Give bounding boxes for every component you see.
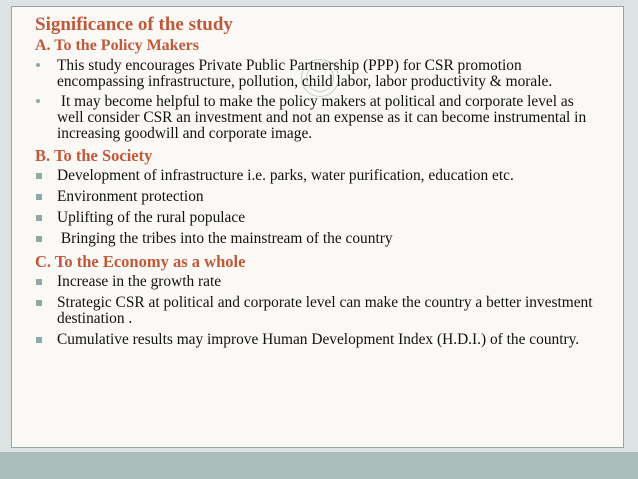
slide-content <box>35 14 595 353</box>
society-list <box>35 168 595 247</box>
section-heading-society: B. To the Society <box>35 146 153 165</box>
bottom-band <box>0 452 638 479</box>
section-heading-economy: C. To the Economy as a whole <box>35 252 246 271</box>
bullet-square-icon <box>36 337 42 343</box>
list-item <box>35 274 595 290</box>
list-item-text: Increase in the growth rate <box>57 273 222 290</box>
bullet-square-icon <box>36 173 42 179</box>
list-item <box>35 189 595 205</box>
bullet-square-icon <box>36 300 42 306</box>
list-item-text: Uplifting of the rural populace <box>57 209 246 226</box>
bullet-dot-icon <box>36 63 40 67</box>
list-item-text: Strategic CSR at political and corporate level can make the country a better investment destination . <box>57 294 593 327</box>
list-item-text: Bringing the tribes into the mainstream of the country <box>57 230 393 247</box>
economy-list <box>35 274 595 348</box>
list-item-text: Cumulative results may improve Human Development Index (H.D.I.) of the country. <box>57 331 580 348</box>
list-item <box>35 58 595 90</box>
list-item <box>35 94 595 142</box>
slide-title: Significance of the study <box>35 14 233 35</box>
bullet-square-icon <box>36 236 42 242</box>
section-heading-policy-makers: A. To the Policy Makers <box>35 37 199 54</box>
list-item <box>35 231 595 247</box>
list-item <box>35 168 595 184</box>
list-item-text: This study encourages Private Public Partnership (PPP) for CSR promotion encompassing infrastructure, pollution, child labor, labor productivity & morale. <box>57 57 553 90</box>
list-item <box>35 210 595 226</box>
bullet-square-icon <box>36 279 42 285</box>
policy-makers-list <box>35 58 595 142</box>
list-item <box>35 332 595 348</box>
list-item-text: Development of infrastructure i.e. parks, water purification, education etc. <box>57 167 514 184</box>
bullet-square-icon <box>36 194 42 200</box>
bullet-square-icon <box>36 215 42 221</box>
list-item-text: It may become helpful to make the policy makers at political and corporate level as well consider CSR an investment and not an expense as it can become instrumental in increasing goodwill and corporate image. <box>57 93 590 142</box>
bullet-dot-icon <box>36 99 40 103</box>
list-item <box>35 295 595 327</box>
list-item-text: Environment protection <box>57 188 204 205</box>
